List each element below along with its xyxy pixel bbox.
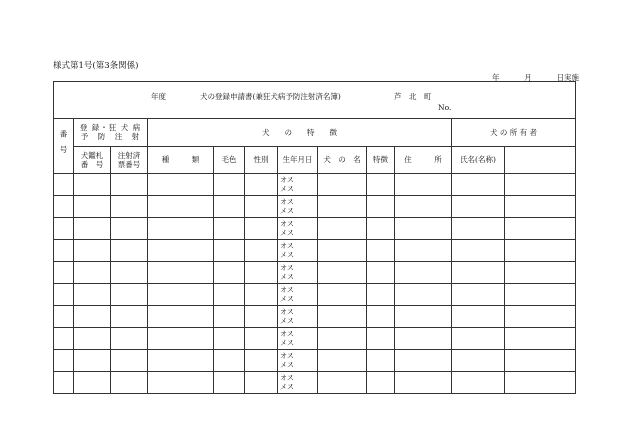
table-cell[interactable]	[54, 306, 74, 328]
form-title: 犬の登録申請書(兼狂犬病予防注射済名簿)	[200, 92, 341, 101]
registration-table	[53, 81, 576, 394]
table-cell[interactable]	[367, 196, 395, 218]
table-cell[interactable]	[74, 262, 111, 284]
table-cell[interactable]	[214, 306, 245, 328]
table-cell[interactable]	[395, 262, 452, 284]
table-cell[interactable]	[318, 306, 367, 328]
table-cell[interactable]	[74, 196, 111, 218]
sex-female[interactable]: メス	[280, 316, 294, 325]
form-label: 様式第1号(第3条関係)	[53, 61, 139, 71]
table-cell[interactable]	[214, 284, 245, 306]
table-cell[interactable]	[395, 350, 452, 372]
sex-options[interactable]	[278, 196, 318, 218]
table-cell[interactable]	[54, 174, 74, 196]
table-cell[interactable]	[111, 218, 148, 240]
table-cell[interactable]	[367, 372, 395, 394]
sex-female[interactable]: メス	[280, 272, 294, 281]
table-row	[54, 328, 576, 350]
table-cell[interactable]	[245, 350, 278, 372]
table-row	[54, 284, 576, 306]
header-registration-injection: 登 録・狂 犬 病 予 防 注 射	[74, 119, 148, 147]
table-cell[interactable]	[318, 262, 367, 284]
table-cell[interactable]	[367, 174, 395, 196]
table-cell[interactable]	[245, 196, 278, 218]
table-cell[interactable]	[505, 306, 576, 328]
table-cell[interactable]	[214, 240, 245, 262]
table-cell[interactable]	[148, 372, 214, 394]
table-cell[interactable]	[54, 328, 74, 350]
table-cell[interactable]	[111, 262, 148, 284]
table-cell[interactable]	[111, 284, 148, 306]
table-row	[54, 372, 576, 394]
header-coat-color: 毛色	[214, 146, 245, 174]
table-cell[interactable]	[148, 218, 214, 240]
table-cell[interactable]	[318, 218, 367, 240]
table-cell[interactable]	[367, 262, 395, 284]
table-row	[54, 218, 576, 240]
header-dog-features: 犬 の 特 徴	[148, 119, 452, 147]
table-cell[interactable]	[452, 372, 505, 394]
sex-options[interactable]	[278, 218, 318, 240]
table-cell[interactable]	[214, 196, 245, 218]
table-cell[interactable]	[148, 328, 214, 350]
sex-male[interactable]: オス	[280, 329, 294, 338]
header-dog-name: 犬 の 名	[318, 146, 367, 174]
table-cell[interactable]	[111, 372, 148, 394]
table-cell[interactable]	[74, 350, 111, 372]
table-cell[interactable]	[395, 218, 452, 240]
sex-male[interactable]: オス	[280, 241, 294, 250]
header-sex: 性別	[245, 146, 278, 174]
table-cell[interactable]	[505, 262, 576, 284]
table-cell[interactable]	[367, 306, 395, 328]
sex-options[interactable]	[278, 372, 318, 394]
table-row	[54, 196, 576, 218]
sex-female[interactable]: メス	[280, 184, 294, 193]
table-cell[interactable]	[367, 240, 395, 262]
table-cell[interactable]	[245, 284, 278, 306]
table-row	[54, 240, 576, 262]
header-owner: 犬 の 所 有 者	[452, 119, 576, 147]
table-cell[interactable]	[111, 174, 148, 196]
table-cell[interactable]	[395, 174, 452, 196]
sex-male[interactable]: オス	[280, 175, 294, 184]
table-row	[54, 306, 576, 328]
table-cell[interactable]	[245, 174, 278, 196]
table-cell[interactable]	[395, 328, 452, 350]
sex-options[interactable]	[278, 240, 318, 262]
table-cell[interactable]	[54, 240, 74, 262]
table-cell[interactable]	[505, 372, 576, 394]
table-cell[interactable]	[74, 240, 111, 262]
table-cell[interactable]	[148, 240, 214, 262]
sex-options[interactable]	[278, 306, 318, 328]
number-label: No.	[438, 103, 452, 112]
table-cell[interactable]	[367, 328, 395, 350]
table-cell[interactable]	[54, 284, 74, 306]
table-cell[interactable]	[318, 328, 367, 350]
header-breed: 種 類	[148, 146, 214, 174]
table-cell[interactable]	[54, 196, 74, 218]
table-cell[interactable]	[452, 196, 505, 218]
table-cell[interactable]	[74, 174, 111, 196]
table-cell[interactable]	[245, 328, 278, 350]
header-owner-name: 氏名(名称)	[452, 146, 505, 174]
date-year: 年	[492, 73, 500, 82]
table-cell[interactable]	[452, 350, 505, 372]
table-cell[interactable]	[214, 262, 245, 284]
table-cell[interactable]	[148, 284, 214, 306]
sex-options[interactable]	[278, 174, 318, 196]
table-cell[interactable]	[214, 372, 245, 394]
table-cell[interactable]	[245, 372, 278, 394]
table-cell[interactable]	[395, 196, 452, 218]
sex-female[interactable]: メス	[280, 250, 294, 259]
table-cell[interactable]	[148, 196, 214, 218]
table-cell[interactable]	[452, 284, 505, 306]
table-cell[interactable]	[318, 372, 367, 394]
table-cell[interactable]	[54, 350, 74, 372]
table-cell[interactable]	[505, 196, 576, 218]
table-cell[interactable]	[245, 218, 278, 240]
table-cell[interactable]	[505, 328, 576, 350]
table-cell[interactable]	[318, 240, 367, 262]
table-cell[interactable]	[395, 240, 452, 262]
table-cell[interactable]	[452, 262, 505, 284]
table-cell[interactable]	[318, 284, 367, 306]
table-cell[interactable]	[505, 284, 576, 306]
table-cell[interactable]	[245, 306, 278, 328]
sex-male[interactable]: オス	[280, 373, 294, 382]
table-cell[interactable]	[111, 350, 148, 372]
sex-female[interactable]: メス	[280, 294, 294, 303]
table-cell[interactable]	[214, 350, 245, 372]
sex-female[interactable]: メス	[280, 338, 294, 347]
date-day: 日実施	[556, 73, 580, 82]
sex-male[interactable]: オス	[280, 219, 294, 228]
sex-options[interactable]	[278, 328, 318, 350]
table-cell[interactable]	[505, 350, 576, 372]
table-cell[interactable]	[367, 284, 395, 306]
table-cell[interactable]	[148, 174, 214, 196]
sex-female[interactable]: メス	[280, 206, 294, 215]
table-cell[interactable]	[54, 372, 74, 394]
sex-female[interactable]: メス	[280, 228, 294, 237]
table-row	[54, 174, 576, 196]
table-cell[interactable]	[245, 262, 278, 284]
table-cell[interactable]	[148, 350, 214, 372]
table-cell[interactable]	[74, 372, 111, 394]
table-cell[interactable]	[245, 240, 278, 262]
table-cell[interactable]	[395, 306, 452, 328]
table-cell[interactable]	[452, 174, 505, 196]
header-injection-number: 注射済 票番号	[111, 146, 148, 174]
sex-female[interactable]: メス	[280, 360, 294, 369]
header-address: 住 所	[395, 146, 452, 174]
table-cell[interactable]	[111, 306, 148, 328]
table-cell[interactable]	[148, 306, 214, 328]
sex-male[interactable]: オス	[280, 197, 294, 206]
table-cell[interactable]	[395, 284, 452, 306]
table-row	[54, 262, 576, 284]
town-name: 芦 北 町	[394, 92, 432, 101]
table-cell[interactable]	[74, 306, 111, 328]
header-birth-date: 生年月日	[278, 146, 318, 174]
table-cell[interactable]	[111, 328, 148, 350]
table-cell[interactable]	[111, 240, 148, 262]
table-cell[interactable]	[318, 174, 367, 196]
sex-male[interactable]: オス	[280, 263, 294, 272]
sex-options[interactable]	[278, 350, 318, 372]
table-cell[interactable]	[214, 328, 245, 350]
table-cell[interactable]	[214, 218, 245, 240]
table-cell[interactable]	[74, 328, 111, 350]
table-cell[interactable]	[318, 196, 367, 218]
table-cell[interactable]	[54, 262, 74, 284]
sex-male[interactable]: オス	[280, 285, 294, 294]
table-cell[interactable]	[395, 372, 452, 394]
header-number: 番号	[54, 119, 74, 174]
header-tag-number: 犬鑑札 番 号	[74, 146, 111, 174]
table-cell[interactable]	[505, 218, 576, 240]
table-cell[interactable]	[367, 218, 395, 240]
table-cell[interactable]	[452, 218, 505, 240]
table-cell[interactable]	[452, 240, 505, 262]
sex-options[interactable]	[278, 262, 318, 284]
sex-options[interactable]	[278, 284, 318, 306]
sex-male[interactable]: オス	[280, 351, 294, 360]
table-cell[interactable]	[74, 284, 111, 306]
header-features: 特徴	[367, 146, 395, 174]
table-cell[interactable]	[214, 174, 245, 196]
sex-female[interactable]: メス	[280, 382, 294, 391]
table-cell[interactable]	[74, 218, 111, 240]
title-row	[54, 82, 576, 119]
table-cell[interactable]	[54, 218, 74, 240]
table-cell[interactable]	[452, 328, 505, 350]
table-cell[interactable]	[318, 350, 367, 372]
table-cell[interactable]	[505, 240, 576, 262]
fiscal-year-label: 年度	[151, 92, 166, 101]
date-month: 月	[524, 73, 532, 82]
table-row	[54, 350, 576, 372]
table-cell[interactable]	[367, 350, 395, 372]
table-cell[interactable]	[111, 196, 148, 218]
sex-male[interactable]: オス	[280, 307, 294, 316]
table-cell[interactable]	[505, 174, 576, 196]
table-cell[interactable]	[148, 262, 214, 284]
table-cell[interactable]	[452, 306, 505, 328]
